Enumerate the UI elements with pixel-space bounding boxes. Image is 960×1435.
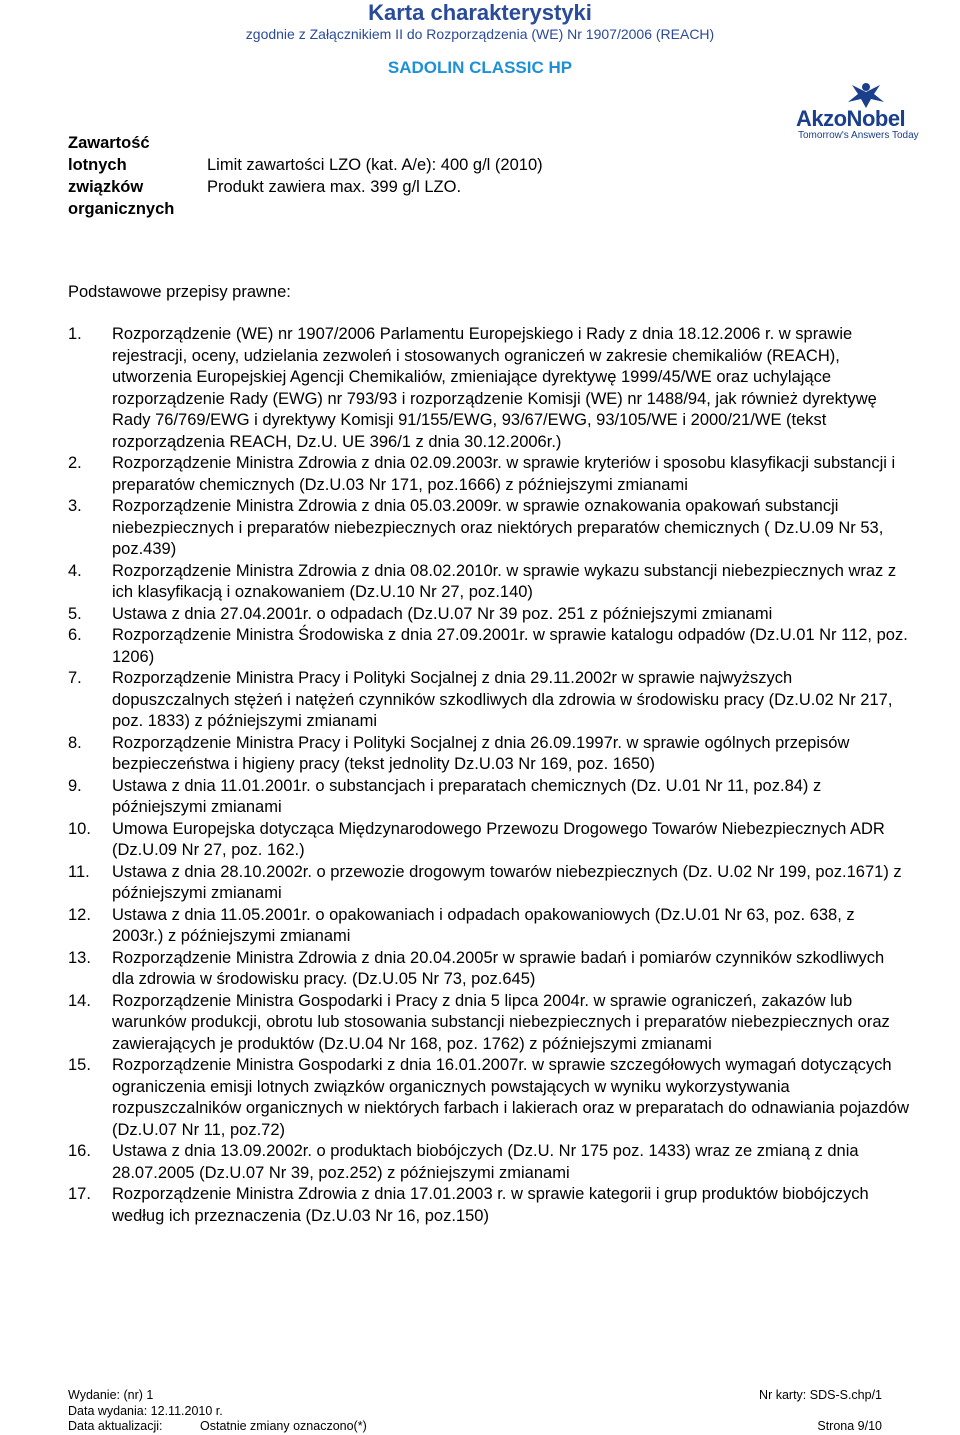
voc-line: Limit zawartości LZO (kat. A/e): 400 g/l (2010) (207, 156, 543, 174)
list-item-number: 4. (68, 561, 82, 580)
voc-label-line: Zawartość (68, 134, 150, 152)
list-item-text: Rozporządzenie Ministra Zdrowia z dnia 20.04.2005r w sprawie badań i pomiarów czynników szkodliwych dla zdrowia w środowisku pracy. (Dz.U.05 Nr 73, poz.645) (112, 948, 885, 988)
list-item-number: 15. (68, 1056, 91, 1074)
list-item (68, 625, 910, 668)
list-item (68, 905, 910, 948)
list-item-text: Rozporządzenie Ministra Pracy i Polityki Socjalnej z dnia 26.09.1997r. w sprawie ogólnych przepisów bezpieczeństwa i higieny pracy (tekst jednolity Dz.U.03 Nr 169, poz. 1650) (112, 733, 850, 773)
list-item-text: Rozporządzenie Ministra Zdrowia z dnia 05.03.2009r. w sprawie oznakowania opakowań substancji niebezpiecznych i preparatów niebezpiecznych oraz niektórych preparatów chemicznych ( Dz.U.09 Nr 53, poz.439) (112, 497, 884, 558)
list-item (68, 733, 910, 776)
product-name: SADOLIN CLASSIC HP (387, 58, 573, 77)
voc-label (68, 132, 203, 220)
list-item (68, 1055, 910, 1141)
list-item (68, 991, 910, 1056)
list-item-text: Rozporządzenie Ministra Zdrowia z dnia 17.01.2003 r. w sprawie kategorii i grup produktów biobójczych według ich przeznaczenia (Dz.U.03 Nr 16, poz.150) (112, 1185, 869, 1225)
list-item-text: Ustawa z dnia 27.04.2001r. o odpadach (Dz.U.07 Nr 39 poz. 251 z późniejszymi zmianami (112, 604, 773, 623)
list-item-number: 6. (68, 626, 82, 644)
issue-date: Data wydania: 12.11.2010 r. (68, 1404, 223, 1418)
list-item-number: 5. (68, 604, 82, 623)
akzonobel-figure-icon (844, 82, 888, 108)
list-item (68, 324, 910, 453)
list-item (68, 604, 910, 626)
voc-content (207, 154, 543, 198)
list-item (68, 496, 910, 561)
list-item-text: Ustawa z dnia 28.10.2002r. o przewozie drogowym towarów niebezpiecznych (Dz. U.02 Nr 199, poz.1671) z późniejszymi zmianami (112, 862, 902, 902)
list-item-text: Ustawa z dnia 13.09.2002r. o produktach biobójczych (Dz.U. Nr 175 poz. 1433) wraz ze zmianą z dnia 28.07.2005 (Dz.U.07 Nr 39, poz.252) z późniejszymi zmianami (112, 1142, 859, 1182)
list-item (68, 1184, 910, 1227)
list-item-text: Rozporządzenie Ministra Gospodarki i Pracy z dnia 5 lipca 2004r. w sprawie ograniczeń, zakazów lub warunków produkcji, obrotu lub stosowania substancji niebezpiecznych i preparatów niebezpiecznych oraz zawierających je produktów (Dz.U.04 Nr 168, poz. 1762) z późniejszymi zmianami (112, 991, 890, 1053)
legal-list (68, 324, 910, 1227)
list-item-number: 11. (68, 862, 90, 881)
logo-tagline: Tomorrow's Answers Today (798, 130, 919, 141)
list-item-number: 14. (68, 991, 91, 1010)
list-item-text: Rozporządzenie Ministra Pracy i Polityki Socjalnej z dnia 29.11.2002r w sprawie najwyższych dopuszczalnych stężeń i natężeń czynników szkodliwych dla zdrowia w środowisku pracy (Dz.U.02 Nr 217, poz. 1833) z późniejszymi zmianami (112, 669, 893, 730)
update-note: Ostatnie zmiany oznaczono(*) (200, 1419, 367, 1433)
footer-row-issue (68, 1404, 882, 1418)
voc-label-line: organicznych (68, 200, 175, 218)
list-item-number: 8. (68, 733, 82, 752)
list-item-text: Rozporządzenie Ministra Gospodarki z dnia 16.01.2007r. w sprawie szczegółowych wymagań dotyczących ograniczenia emisji lotnych związków organicznych powstających w wyniku wykorzystywania rozpuszczalników organicznych w niektórych farbach i lakierach oraz w preparatach do odnawiania pojazdów (Dz.U.07 Nr 11, poz.72) (112, 1056, 910, 1139)
voc-label-line: lotnych (68, 156, 127, 174)
page-number: Strona 9/10 (817, 1419, 882, 1433)
list-item-number: 2. (68, 454, 82, 472)
sheet-number: Nr karty: SDS-S.chp/1 (759, 1388, 882, 1402)
edition-number: Wydanie: (nr) 1 (68, 1388, 154, 1402)
list-item-number: 3. (68, 497, 82, 515)
list-item (68, 862, 910, 905)
list-item-text: Ustawa z dnia 11.01.2001r. o substancjach i preparatach chemicznych (Dz. U.01 Nr 11, poz.84) z późniejszymi zmianami (112, 776, 822, 816)
list-item (68, 668, 910, 733)
voc-line: Produkt zawiera max. 399 g/l LZO. (207, 178, 462, 196)
list-item-number: 13. (68, 948, 91, 967)
logo-name: AkzoNobel (796, 106, 906, 131)
list-item-text: Umowa Europejska dotycząca Międzynarodowego Przewozu Drogowego Towarów Niebezpiecznych ADR (Dz.U.09 Nr 27, poz. 162.) (112, 819, 885, 859)
document-subtitle: zgodnie z Załącznikiem II do Rozporządzenia (WE) Nr 1907/2006 (REACH) (245, 26, 715, 42)
list-item-number: 16. (68, 1142, 91, 1160)
list-item (68, 776, 910, 819)
company-logo (790, 82, 940, 144)
footer-row-update (68, 1419, 882, 1433)
list-item (68, 453, 910, 496)
update-label: Data aktualizacji: (68, 1419, 163, 1433)
list-item (68, 1141, 910, 1184)
list-item-number: 17. (68, 1185, 91, 1203)
list-item-text: Rozporządzenie Ministra Środowiska z dnia 27.09.2001r. w sprawie katalogu odpadów (Dz.U.01 Nr 112, poz. 1206) (112, 626, 908, 666)
list-item-text: Ustawa z dnia 11.05.2001r. o opakowaniach i odpadach opakowaniowych (Dz.U.01 Nr 63, poz. 638, z 2003r.) z późniejszymi zmianami (112, 905, 855, 945)
list-item-number: 1. (68, 325, 82, 343)
list-item (68, 819, 910, 862)
document-title: Karta charakterystyki (368, 0, 592, 25)
list-item-text: Rozporządzenie Ministra Zdrowia z dnia 08.02.2010r. w sprawie wykazu substancji niebezpiecznych wraz z ich klasyfikacją i oznakowaniem (Dz.U.10 Nr 27, poz.140) (112, 561, 897, 601)
list-item-text: Rozporządzenie (WE) nr 1907/2006 Parlamentu Europejskiego i Rady z dnia 18.12.2006 r. w sprawie rejestracji, oceny, udzielania zezwoleń i stosowanych ograniczeń w zakresie chemikaliów (REACH), utworzenia Europejskiej Agencji Chemikaliów, zmieniające dyrektywę 1999/45/WE oraz uchylające rozporządzenie Rady (EWG) nr 793/93 i rozporządzenie Komisji (WE) nr 1488/94, jak również dyrektywę Rady 76/769/EWG i dyrektywy Komisji 91/155/EWG, 93/67/EWG, 93/105/WE i 2000/21/WE (tekst rozporządzenia REACH, Dz.U. UE 396/1 z dnia 30.12.2006r.) (112, 325, 877, 451)
list-item-number: 7. (68, 669, 82, 687)
list-item-number: 10. (68, 819, 91, 838)
list-item-number: 12. (68, 905, 91, 924)
list-item-number: 9. (68, 776, 82, 795)
footer-row-edition (68, 1388, 882, 1402)
list-item-text: Rozporządzenie Ministra Zdrowia z dnia 02.09.2003r. w sprawie kryteriów i sposobu klasyfikacji substancji i preparatów chemicznych (Dz.U.03 Nr 171, poz.1666) z późniejszymi zmianami (112, 454, 896, 494)
list-item (68, 948, 910, 991)
list-item (68, 561, 910, 604)
voc-label-line: związków (68, 178, 144, 196)
legal-section-title: Podstawowe przepisy prawne: (68, 283, 291, 301)
